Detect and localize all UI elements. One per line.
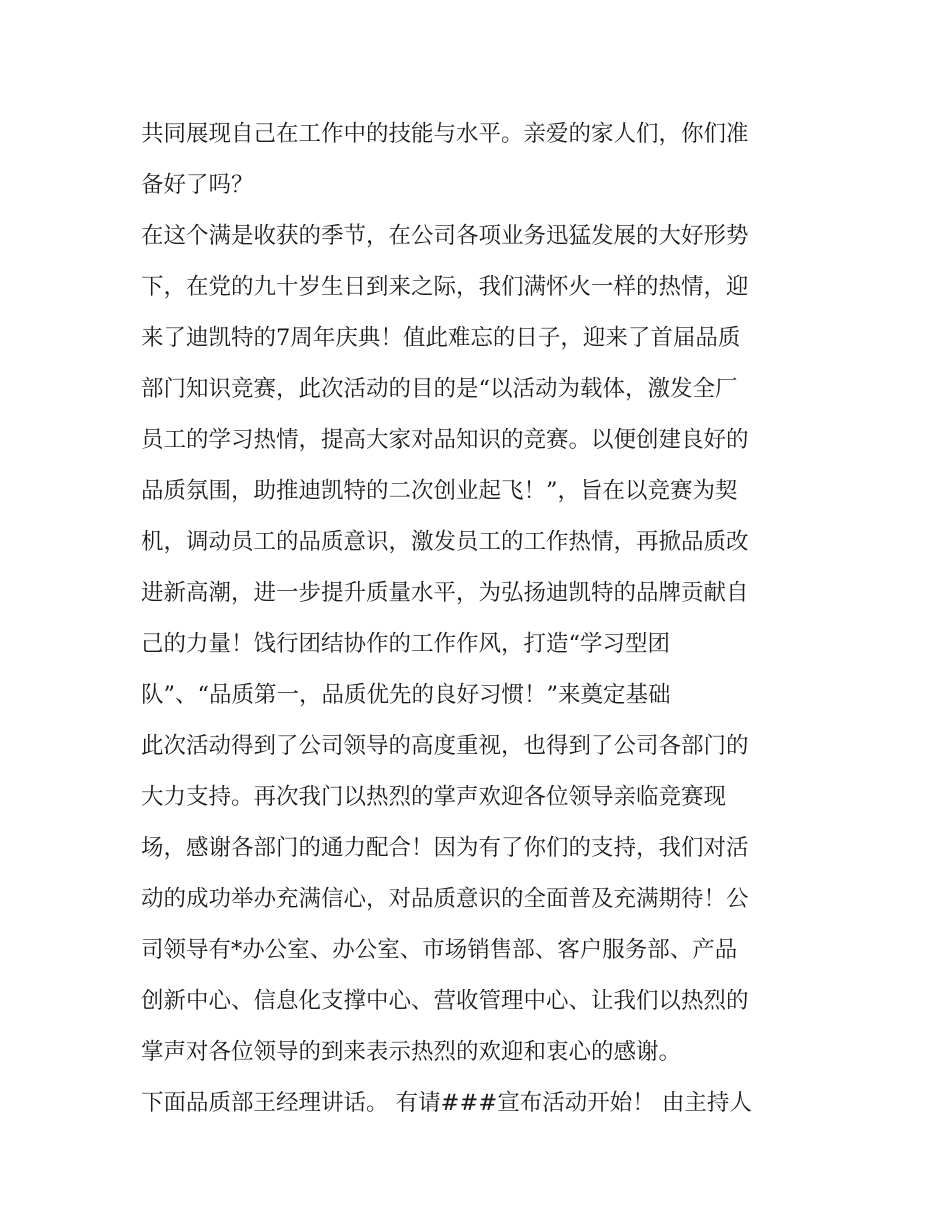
text-line: 司领导有*办公室、办公室、市场销售部、客户服务部、产品 [141,937,738,963]
text-line: 场，感谢各部门的通力配合！因为有了你们的支持，我们对活 [141,835,749,861]
body-text [141,109,821,1129]
text-line: 机，调动员工的品质意识，激发员工的工作热情，再掀品质改 [141,529,749,555]
text-line: 下，在党的九十岁生日到来之际，我们满怀火一样的热情，迎 [141,274,749,300]
text-line: 队”、“品质第一，品质优先的良好习惯！”来奠定基础 [141,682,671,708]
text-line: 进新高潮，进一步提升质量水平，为弘扬迪凯特的品牌贡献自 [141,580,749,606]
text-line: 此次活动得到了公司领导的高度重视，也得到了公司各部门的 [141,733,749,759]
text-line: 下面品质部王经理讲话。 有请###宣布活动开始！ 由主持人 [141,1090,752,1116]
text-line: 品质氛围，助推迪凯特的二次创业起飞！”，旨在以竞赛为契 [141,478,738,504]
text-line: 员工的学习热情，提高大家对品知识的竞赛。以便创建良好的 [141,427,749,453]
text-line: 掌声对各位领导的到来表示热烈的欢迎和衷心的感谢。 [141,1039,682,1065]
text-line: 动的成功举办充满信心，对品质意识的全面普及充满期待！公 [141,886,749,912]
text-line: 共同展现自己在工作中的技能与水平。亲爱的家人们，你们准 [141,121,749,147]
text-line: 在这个满是收获的季节，在公司各项业务迅猛发展的大好形势 [141,223,749,249]
text-line: 创新中心、信息化支撑中心、营收管理中心、让我们以热烈的 [141,988,749,1014]
text-line: 己的力量！饯行团结协作的工作作风，打造“学习型团 [141,631,671,657]
text-line: 部门知识竞赛，此次活动的目的是“以活动为载体，激发全厂 [141,376,738,402]
text-line: 备好了吗？ [141,172,254,198]
text-line: 大力支持。再次我门以热烈的掌声欢迎各位领导亲临竞赛现 [141,784,727,810]
text-line: 来了迪凯特的7周年庆典！值此难忘的日子，迎来了首届品质 [141,325,741,351]
